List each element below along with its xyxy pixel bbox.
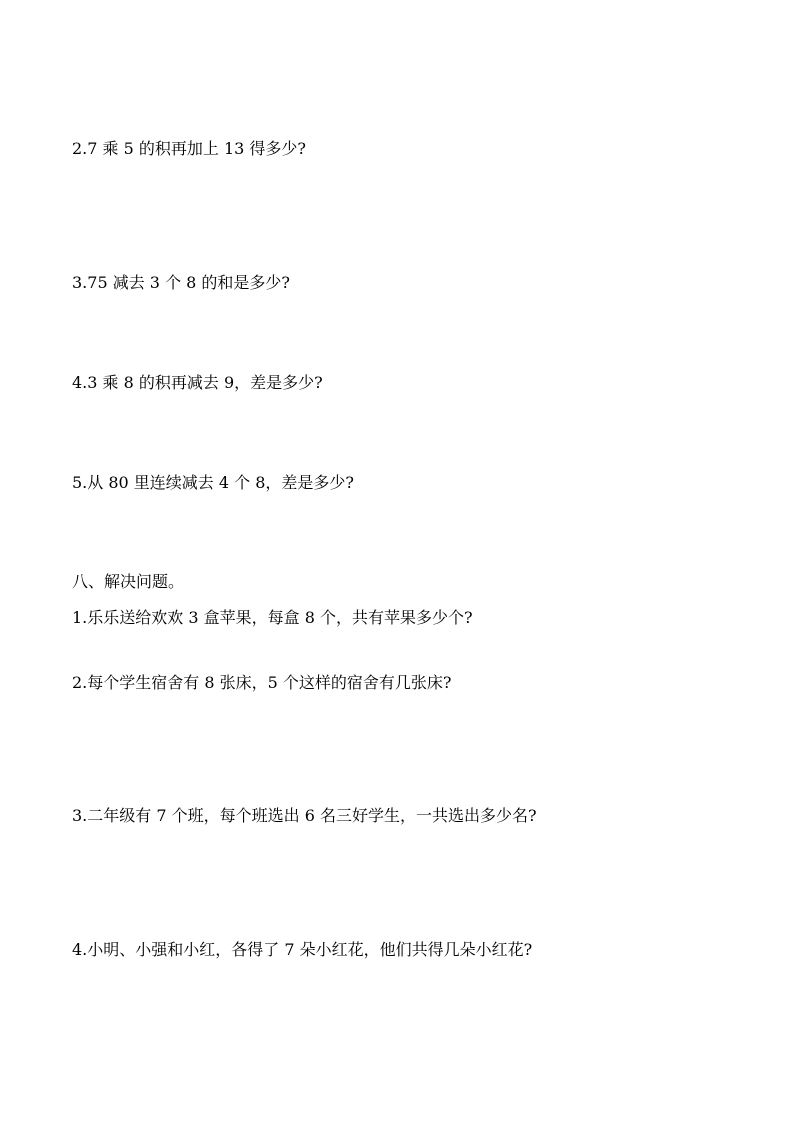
question-5-repeated-subtraction: 5.从 80 里连续减去 4 个 8，差是多少? xyxy=(72,473,354,492)
word-problem-4: 4.小明、小强和小红，各得了 7 朵小红花，他们共得几朵小红花? xyxy=(72,940,533,959)
section-eight-heading: 八、解决问题。 xyxy=(72,572,185,591)
word-problem-2: 2.每个学生宿舍有 8 张床，5 个这样的宿舍有几张床? xyxy=(72,673,452,692)
question-3-subtract-sum: 3.75 减去 3 个 8 的和是多少? xyxy=(72,273,290,292)
question-2-product-plus: 2.7 乘 5 的积再加上 13 得多少? xyxy=(72,139,306,158)
word-problem-1: 1.乐乐送给欢欢 3 盒苹果，每盒 8 个，共有苹果多少个? xyxy=(72,608,473,627)
word-problem-3: 3.二年级有 7 个班，每个班选出 6 名三好学生，一共选出多少名? xyxy=(72,806,537,825)
question-4-product-minus: 4.3 乘 8 的积再减去 9，差是多少? xyxy=(72,373,323,392)
